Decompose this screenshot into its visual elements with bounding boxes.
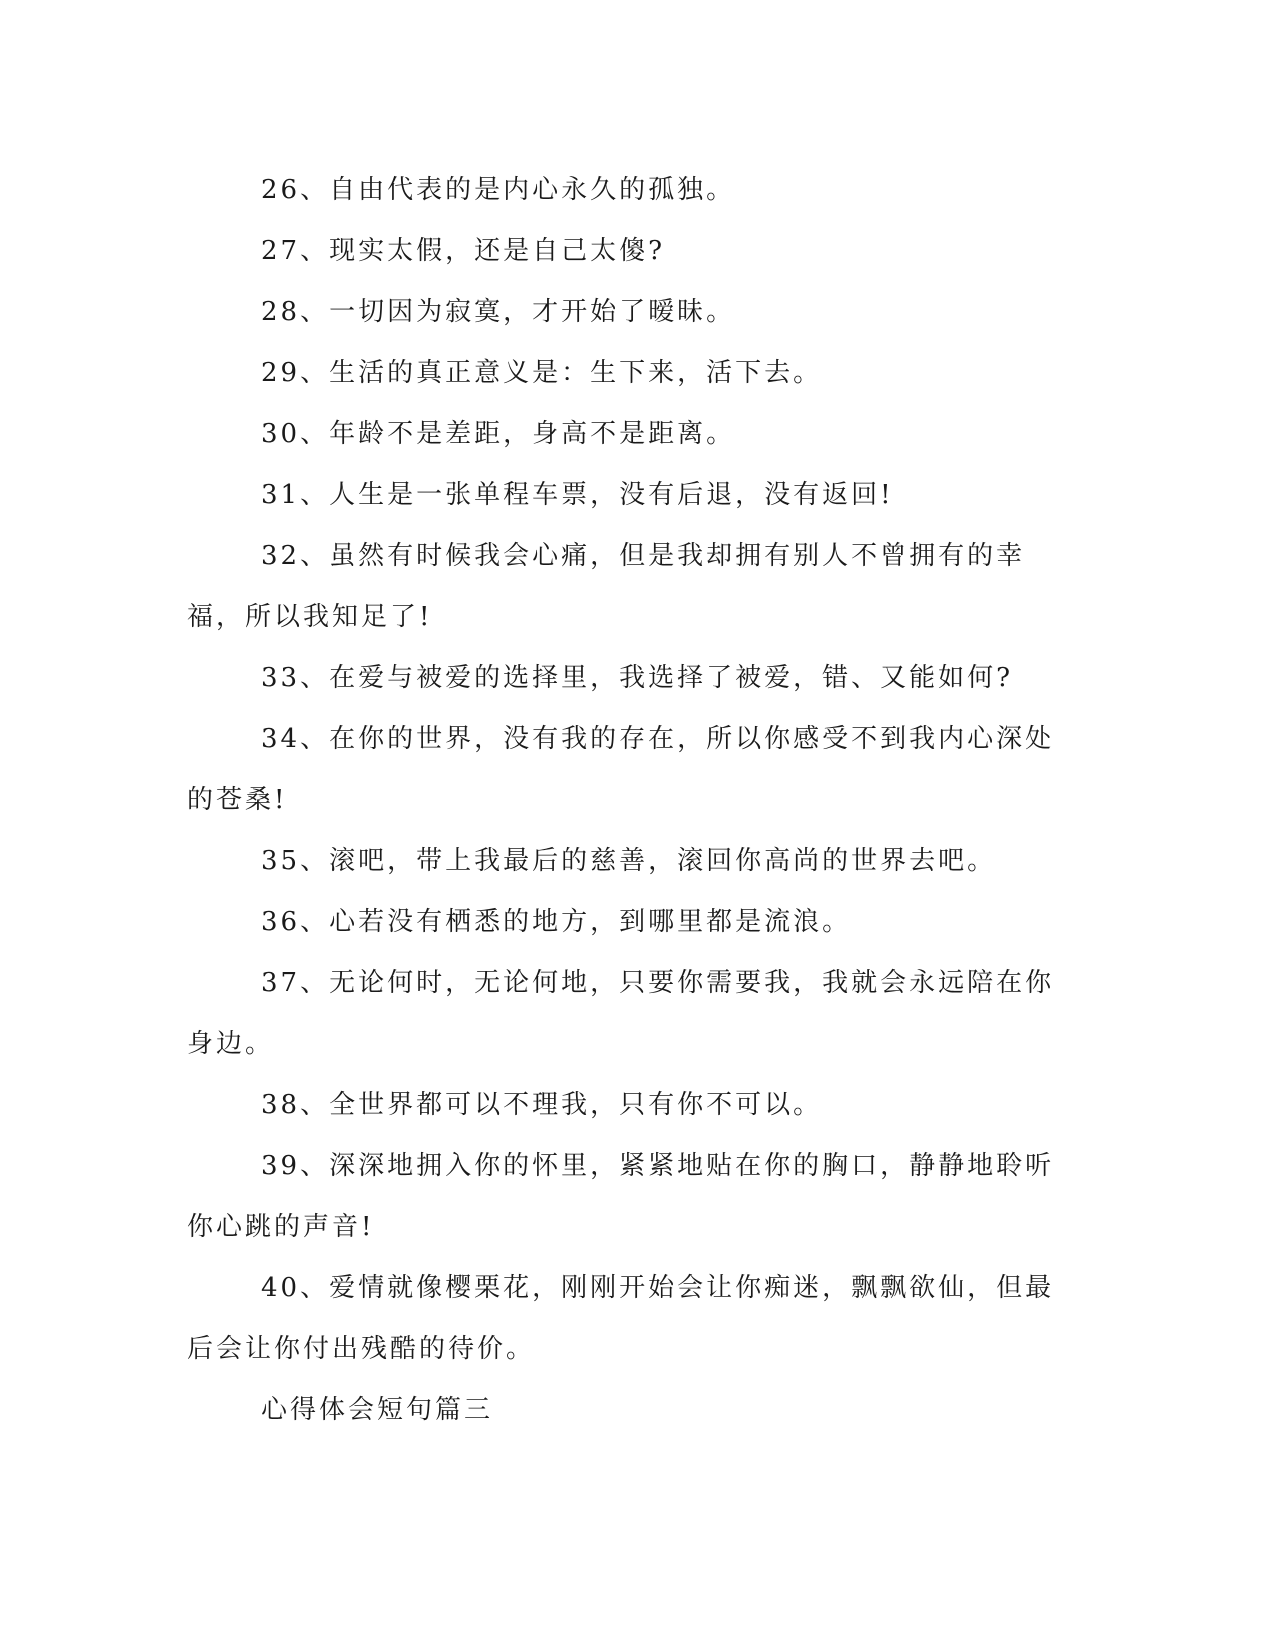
paragraph-27: 27、现实太假，还是自己太傻? (261, 236, 666, 266)
paragraph-35: 35、滚吧，带上我最后的慈善，滚回你高尚的世界去吧。 (261, 846, 997, 876)
paragraph-33: 33、在爱与被爱的选择里，我选择了被爱，错、又能如何? (261, 663, 1014, 693)
paragraph-28: 28、一切因为寂寞，才开始了暧昧。 (261, 297, 736, 327)
paragraph-31: 31、人生是一张单程车票，没有后退，没有返回! (261, 480, 894, 510)
paragraph-32: 32、虽然有时候我会心痛，但是我却拥有别人不曾拥有的幸福，所以我知足了! (187, 541, 1026, 632)
document-body (187, 160, 1067, 1441)
paragraph-34: 34、在你的世界，没有我的存在，所以你感受不到我内心深处的苍桑! (187, 724, 1055, 815)
paragraph-30: 30、年龄不是差距，身高不是距离。 (261, 419, 736, 449)
paragraph-39: 39、深深地拥入你的怀里，紧紧地贴在你的胸口，静静地聆听你心跳的声音! (187, 1151, 1055, 1242)
paragraph-36: 36、心若没有栖悉的地方，到哪里都是流浪。 (261, 907, 852, 937)
paragraph-38: 38、全世界都可以不理我，只有你不可以。 (261, 1090, 823, 1120)
paragraph-29: 29、生活的真正意义是：生下来，活下去。 (261, 358, 823, 388)
paragraph-40: 40、爱情就像樱栗花，刚刚开始会让你痴迷，飘飘欲仙，但最后会让你付出残酷的待价。 (187, 1273, 1055, 1364)
paragraph-37: 37、无论何时，无论何地，只要你需要我，我就会永远陪在你身边。 (187, 968, 1055, 1059)
section-heading: 心得体会短句篇三 (261, 1395, 494, 1425)
paragraph-26: 26、自由代表的是内心永久的孤独。 (261, 175, 736, 205)
